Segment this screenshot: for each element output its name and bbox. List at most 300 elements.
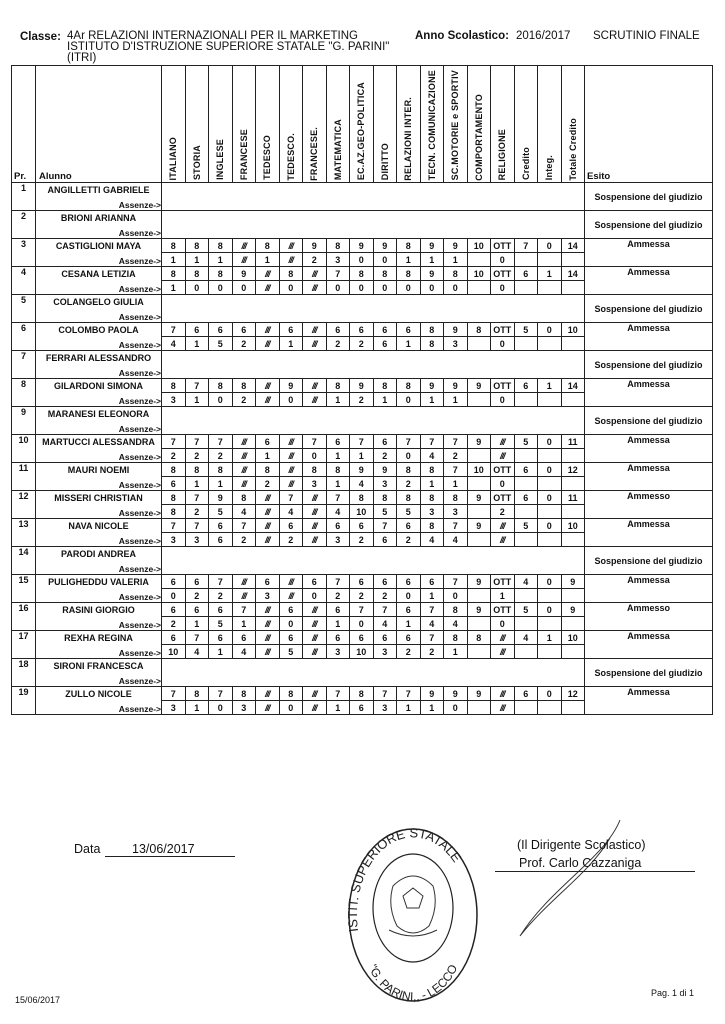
grade-cell: /// bbox=[232, 239, 256, 253]
absence-cell: 0 bbox=[491, 393, 515, 407]
grade-cell: 7 bbox=[420, 603, 444, 617]
absence-cell: 6 bbox=[373, 337, 397, 351]
absence-cell: 1 bbox=[232, 617, 256, 631]
grade-cell: 11 bbox=[561, 491, 585, 505]
student-number: 19 bbox=[12, 687, 36, 715]
grade-cell: 0 bbox=[538, 323, 562, 337]
grade-cell: 8 bbox=[162, 267, 186, 281]
grade-cell: 10 bbox=[561, 519, 585, 533]
grade-cell: 8 bbox=[256, 239, 280, 253]
absence-cell: 1 bbox=[209, 477, 233, 491]
grade-cell: 8 bbox=[444, 631, 468, 645]
absence-cell: 2 bbox=[185, 505, 209, 519]
absence-cell bbox=[514, 533, 538, 547]
subject-label: TECN. COMUNICAZIONE bbox=[426, 70, 437, 181]
grade-cell: OTT bbox=[491, 379, 515, 393]
absences-label: Assenze-> bbox=[118, 368, 161, 379]
grade-cell: 6 bbox=[303, 575, 327, 589]
absence-cell: /// bbox=[279, 253, 303, 267]
absence-cell: /// bbox=[256, 701, 280, 715]
student-name: RASINI GIORGIO bbox=[62, 605, 135, 616]
absence-cell: /// bbox=[303, 337, 327, 351]
grade-cell: 8 bbox=[209, 379, 233, 393]
grade-cell: 6 bbox=[350, 575, 374, 589]
absence-cell: 8 bbox=[420, 337, 444, 351]
absence-cell: 1 bbox=[326, 393, 350, 407]
grade-cell: 9 bbox=[303, 239, 327, 253]
grade-cell: 8 bbox=[444, 491, 468, 505]
grade-cell: 6 bbox=[279, 603, 303, 617]
absence-cell bbox=[467, 589, 491, 603]
grade-cell: 6 bbox=[256, 575, 280, 589]
absence-cell: 3 bbox=[373, 701, 397, 715]
absence-cell: 1 bbox=[326, 449, 350, 463]
grade-cell: 8 bbox=[326, 239, 350, 253]
absence-cell bbox=[538, 253, 562, 267]
absence-cell: 0 bbox=[209, 701, 233, 715]
grade-cell: 5 bbox=[514, 435, 538, 449]
grade-cell: 8 bbox=[373, 267, 397, 281]
grade-cell: 9 bbox=[350, 463, 374, 477]
absences-label: Assenze-> bbox=[118, 312, 161, 323]
page-number: Pag. 1 di 1 bbox=[651, 988, 695, 998]
grade-cell: /// bbox=[232, 463, 256, 477]
absence-cell: 3 bbox=[256, 589, 280, 603]
column-header-subject bbox=[373, 66, 397, 183]
absence-cell: 0 bbox=[326, 281, 350, 295]
grade-cell: /// bbox=[256, 631, 280, 645]
absence-cell: 1 bbox=[397, 617, 421, 631]
grade-cell: 6 bbox=[185, 603, 209, 617]
outcome: Sospensione del giudizio bbox=[585, 211, 713, 239]
absence-cell: 2 bbox=[185, 449, 209, 463]
absence-cell: 1 bbox=[326, 617, 350, 631]
absence-cell: 1 bbox=[256, 253, 280, 267]
absence-cell bbox=[514, 505, 538, 519]
absence-cell: /// bbox=[256, 617, 280, 631]
grade-cell: /// bbox=[256, 687, 280, 701]
absence-cell: 4 bbox=[420, 533, 444, 547]
grade-cell: 7 bbox=[514, 239, 538, 253]
absence-cell bbox=[514, 337, 538, 351]
grade-cell: 6 bbox=[514, 267, 538, 281]
absence-cell: /// bbox=[303, 645, 327, 659]
student-cell bbox=[36, 379, 162, 407]
school-year-label: Anno Scolastico: bbox=[415, 30, 509, 42]
grade-cell: 5 bbox=[514, 323, 538, 337]
absences-label: Assenze-> bbox=[118, 284, 161, 295]
absence-cell bbox=[561, 281, 585, 295]
absence-cell: 0 bbox=[279, 281, 303, 295]
grade-cell: 6 bbox=[279, 323, 303, 337]
grade-cell: 7 bbox=[373, 687, 397, 701]
grade-cell: /// bbox=[303, 519, 327, 533]
grade-cell: 6 bbox=[326, 519, 350, 533]
grade-cell: 6 bbox=[279, 519, 303, 533]
grade-cell: 6 bbox=[185, 575, 209, 589]
grade-cell: 7 bbox=[326, 687, 350, 701]
grade-cell: 7 bbox=[444, 463, 468, 477]
grade-cell: /// bbox=[279, 239, 303, 253]
absence-cell: 1 bbox=[279, 337, 303, 351]
outcome: Sospensione del giudizio bbox=[585, 407, 713, 435]
subject-label: SC.MOTORIE e SPORTIV bbox=[450, 70, 461, 181]
grade-cell: 8 bbox=[232, 687, 256, 701]
absence-cell: 6 bbox=[350, 701, 374, 715]
grade-cell: 7 bbox=[397, 435, 421, 449]
grade-cell: 8 bbox=[420, 323, 444, 337]
grade-cell: 14 bbox=[561, 267, 585, 281]
absence-cell bbox=[467, 701, 491, 715]
absences-label: Assenze-> bbox=[118, 564, 161, 575]
grade-cell: 12 bbox=[561, 687, 585, 701]
subject-label: ITALIANO bbox=[168, 136, 179, 181]
subject-label: INGLESE bbox=[215, 139, 226, 181]
absence-cell: /// bbox=[491, 645, 515, 659]
outcome: Ammessa bbox=[585, 267, 713, 295]
absence-cell: /// bbox=[491, 449, 515, 463]
grade-cell: 7 bbox=[326, 575, 350, 589]
grade-cell: 9 bbox=[279, 379, 303, 393]
grade-cell: 9 bbox=[444, 379, 468, 393]
absence-cell: 0 bbox=[350, 281, 374, 295]
column-header-pr: Pr. bbox=[12, 66, 36, 183]
absence-cell: 4 bbox=[326, 505, 350, 519]
subject-label: FRANCESE bbox=[238, 129, 249, 181]
table-row bbox=[12, 435, 713, 449]
grade-cell: 0 bbox=[538, 519, 562, 533]
absence-cell: 5 bbox=[279, 645, 303, 659]
absence-cell: 3 bbox=[326, 645, 350, 659]
absence-cell: 0 bbox=[444, 589, 468, 603]
column-header-subject bbox=[185, 66, 209, 183]
grade-cell: 7 bbox=[162, 323, 186, 337]
grade-cell: /// bbox=[491, 687, 515, 701]
absence-cell: /// bbox=[491, 701, 515, 715]
student-name: BRIONI ARIANNA bbox=[60, 213, 137, 224]
student-cell bbox=[36, 435, 162, 463]
absence-cell bbox=[467, 645, 491, 659]
grade-cell: 8 bbox=[185, 463, 209, 477]
grade-cell: OTT bbox=[491, 603, 515, 617]
absence-cell: 1 bbox=[185, 253, 209, 267]
empty-grades-band bbox=[162, 295, 585, 323]
grade-cell: /// bbox=[491, 435, 515, 449]
absence-cell: 3 bbox=[444, 337, 468, 351]
absence-cell bbox=[538, 589, 562, 603]
absence-cell: 3 bbox=[162, 701, 186, 715]
absence-cell: 1 bbox=[444, 477, 468, 491]
grade-cell: 6 bbox=[350, 323, 374, 337]
absence-cell bbox=[467, 393, 491, 407]
table-row bbox=[12, 491, 713, 505]
student-number: 11 bbox=[12, 463, 36, 491]
signer-title: (Il Dirigente Scolastico) bbox=[517, 838, 646, 852]
grade-cell: 6 bbox=[209, 519, 233, 533]
report-type: SCRUTINIO FINALE bbox=[593, 30, 700, 42]
absence-cell: 5 bbox=[397, 505, 421, 519]
column-header-alunno: Alunno bbox=[36, 66, 162, 183]
grade-cell: 7 bbox=[444, 575, 468, 589]
absence-cell bbox=[561, 617, 585, 631]
absences-label: Assenze-> bbox=[118, 424, 161, 435]
grade-cell: 0 bbox=[538, 239, 562, 253]
empty-grades-band bbox=[162, 211, 585, 239]
absence-cell: 1 bbox=[162, 281, 186, 295]
absences-label: Assenze-> bbox=[118, 536, 161, 547]
student-number: 1 bbox=[12, 183, 36, 211]
table-row bbox=[12, 687, 713, 701]
outcome: Ammessa bbox=[585, 519, 713, 547]
absence-cell: 1 bbox=[444, 253, 468, 267]
grade-cell: /// bbox=[256, 379, 280, 393]
absence-cell: 0 bbox=[209, 281, 233, 295]
grade-cell: 8 bbox=[420, 491, 444, 505]
student-name: GILARDONI SIMONA bbox=[54, 381, 143, 392]
outcome: Ammessa bbox=[585, 379, 713, 407]
student-name: FERRARI ALESSANDRO bbox=[45, 353, 152, 364]
class-label: Classe: bbox=[20, 31, 61, 43]
absence-cell: 0 bbox=[420, 281, 444, 295]
student-number: 4 bbox=[12, 267, 36, 295]
grade-cell: 7 bbox=[444, 435, 468, 449]
grade-cell: 4 bbox=[514, 575, 538, 589]
absence-cell: 0 bbox=[397, 393, 421, 407]
grade-cell: 8 bbox=[162, 239, 186, 253]
stamp-top-text: ISTIT. SUPERIORE STATALE bbox=[345, 826, 465, 933]
outcome: Ammessa bbox=[585, 463, 713, 491]
absences-label: Assenze-> bbox=[118, 648, 161, 659]
grade-cell: /// bbox=[303, 267, 327, 281]
absence-cell: 1 bbox=[420, 253, 444, 267]
absence-cell: 5 bbox=[373, 505, 397, 519]
absence-cell: 0 bbox=[279, 393, 303, 407]
grade-cell: 6 bbox=[162, 603, 186, 617]
subject-label: TEDESCO bbox=[262, 135, 273, 181]
absence-cell: 1 bbox=[185, 337, 209, 351]
grade-cell: 8 bbox=[420, 463, 444, 477]
student-number: 13 bbox=[12, 519, 36, 547]
student-name: MAURI NOEMI bbox=[67, 465, 130, 476]
absences-label: Assenze-> bbox=[118, 508, 161, 519]
student-number: 14 bbox=[12, 547, 36, 575]
absence-cell: 4 bbox=[420, 449, 444, 463]
absence-cell: 0 bbox=[491, 477, 515, 491]
absence-cell bbox=[538, 701, 562, 715]
absence-cell: /// bbox=[303, 701, 327, 715]
table-row bbox=[12, 519, 713, 533]
student-number: 7 bbox=[12, 351, 36, 379]
subject-label: DIRITTO bbox=[379, 143, 390, 181]
column-header-subject bbox=[162, 66, 186, 183]
grade-cell: 7 bbox=[303, 435, 327, 449]
absence-cell: 3 bbox=[373, 477, 397, 491]
student-cell bbox=[36, 659, 162, 687]
student-cell bbox=[36, 407, 162, 435]
grade-cell: 8 bbox=[232, 491, 256, 505]
table-row bbox=[12, 379, 713, 393]
grade-cell: 6 bbox=[256, 435, 280, 449]
absence-cell: 0 bbox=[350, 617, 374, 631]
absence-cell: 0 bbox=[397, 449, 421, 463]
grade-cell: 8 bbox=[373, 491, 397, 505]
grade-cell: 5 bbox=[514, 519, 538, 533]
empty-grades-band bbox=[162, 407, 585, 435]
student-number: 2 bbox=[12, 211, 36, 239]
grade-cell: 8 bbox=[209, 239, 233, 253]
absence-cell: 4 bbox=[232, 645, 256, 659]
grade-cell: /// bbox=[303, 631, 327, 645]
grade-cell: /// bbox=[491, 631, 515, 645]
grade-cell: 7 bbox=[209, 435, 233, 449]
absence-cell bbox=[514, 253, 538, 267]
student-number: 17 bbox=[12, 631, 36, 659]
grade-cell: 6 bbox=[397, 575, 421, 589]
date-value: 13/06/2017 bbox=[132, 842, 195, 856]
grade-cell: 8 bbox=[420, 519, 444, 533]
absence-cell: /// bbox=[303, 393, 327, 407]
column-header-subject bbox=[350, 66, 374, 183]
absence-cell: /// bbox=[232, 477, 256, 491]
absence-cell: 2 bbox=[373, 449, 397, 463]
grade-cell: /// bbox=[232, 575, 256, 589]
student-name: MARTUCCI ALESSANDRA bbox=[42, 437, 155, 448]
absences-label: Assenze-> bbox=[118, 592, 161, 603]
table-row bbox=[12, 631, 713, 645]
column-header-subject bbox=[303, 66, 327, 183]
absence-cell bbox=[561, 701, 585, 715]
grade-cell: 8 bbox=[162, 491, 186, 505]
grade-cell: 7 bbox=[232, 603, 256, 617]
grade-cell: /// bbox=[256, 491, 280, 505]
absence-cell bbox=[538, 393, 562, 407]
absence-cell: 1 bbox=[326, 477, 350, 491]
table-row bbox=[12, 239, 713, 253]
absence-cell bbox=[514, 589, 538, 603]
absence-cell: 2 bbox=[162, 617, 186, 631]
grade-cell: 9 bbox=[350, 379, 374, 393]
absence-cell: /// bbox=[279, 477, 303, 491]
grade-cell: 9 bbox=[350, 239, 374, 253]
absence-cell: 1 bbox=[420, 393, 444, 407]
table-row bbox=[12, 575, 713, 589]
absence-cell: 3 bbox=[232, 701, 256, 715]
absence-cell: /// bbox=[256, 505, 280, 519]
absences-label: Assenze-> bbox=[118, 228, 161, 239]
absence-cell bbox=[561, 337, 585, 351]
student-cell bbox=[36, 267, 162, 295]
signature-line bbox=[495, 871, 695, 872]
absence-cell: 1 bbox=[444, 393, 468, 407]
student-name: CASTIGLIONI MAYA bbox=[55, 241, 142, 252]
grade-cell: /// bbox=[303, 323, 327, 337]
absence-cell: 4 bbox=[185, 645, 209, 659]
absences-label: Assenze-> bbox=[118, 620, 161, 631]
grade-cell: 7 bbox=[326, 491, 350, 505]
absence-cell: 10 bbox=[350, 645, 374, 659]
absence-cell bbox=[538, 645, 562, 659]
absence-cell: 6 bbox=[373, 533, 397, 547]
absence-cell bbox=[467, 477, 491, 491]
empty-grades-band bbox=[162, 351, 585, 379]
absence-cell bbox=[561, 645, 585, 659]
grade-cell: 7 bbox=[420, 435, 444, 449]
grade-cell: /// bbox=[256, 603, 280, 617]
grade-cell: 4 bbox=[514, 631, 538, 645]
absence-cell bbox=[514, 449, 538, 463]
absence-cell: 2 bbox=[232, 337, 256, 351]
absence-cell: 5 bbox=[209, 505, 233, 519]
grade-cell: 7 bbox=[185, 491, 209, 505]
empty-grades-band bbox=[162, 659, 585, 687]
absence-cell bbox=[467, 337, 491, 351]
grade-cell: 9 bbox=[467, 575, 491, 589]
absence-cell bbox=[561, 533, 585, 547]
absence-cell bbox=[467, 617, 491, 631]
grade-cell: 9 bbox=[373, 239, 397, 253]
absence-cell bbox=[561, 449, 585, 463]
subject-label: TEDESCO. bbox=[285, 132, 296, 181]
absence-cell: 3 bbox=[373, 645, 397, 659]
grade-cell: OTT bbox=[491, 267, 515, 281]
grade-cell: 6 bbox=[373, 575, 397, 589]
grade-cell: 6 bbox=[162, 631, 186, 645]
grade-cell: /// bbox=[232, 435, 256, 449]
absence-cell: 3 bbox=[326, 253, 350, 267]
grade-cell: /// bbox=[303, 379, 327, 393]
grade-cell: 6 bbox=[514, 687, 538, 701]
date-label: Data bbox=[74, 842, 101, 856]
absence-cell: 10 bbox=[162, 645, 186, 659]
print-date: 15/06/2017 bbox=[15, 995, 61, 1005]
student-cell bbox=[36, 575, 162, 603]
absence-cell: /// bbox=[303, 617, 327, 631]
outcome: Ammessa bbox=[585, 631, 713, 659]
absence-cell bbox=[561, 393, 585, 407]
absence-cell: /// bbox=[279, 589, 303, 603]
grade-cell: 6 bbox=[232, 631, 256, 645]
grade-cell: 9 bbox=[420, 687, 444, 701]
grade-cell: 7 bbox=[209, 687, 233, 701]
grade-cell: 8 bbox=[326, 379, 350, 393]
absence-cell: /// bbox=[303, 533, 327, 547]
grade-cell: 12 bbox=[561, 463, 585, 477]
absence-cell: 1 bbox=[185, 701, 209, 715]
absence-cell: 0 bbox=[303, 449, 327, 463]
student-number: 9 bbox=[12, 407, 36, 435]
absence-cell: 4 bbox=[232, 505, 256, 519]
signature-stroke bbox=[510, 818, 625, 938]
absence-cell: /// bbox=[256, 645, 280, 659]
grade-cell: 8 bbox=[467, 323, 491, 337]
grade-cell: OTT bbox=[491, 323, 515, 337]
absence-cell: 4 bbox=[279, 505, 303, 519]
grade-cell: OTT bbox=[491, 491, 515, 505]
absence-cell: 1 bbox=[420, 701, 444, 715]
absences-label: Assenze-> bbox=[118, 480, 161, 491]
grade-cell: 9 bbox=[420, 267, 444, 281]
absence-cell: 6 bbox=[162, 477, 186, 491]
grade-cell: 6 bbox=[514, 379, 538, 393]
absence-cell: 3 bbox=[162, 533, 186, 547]
student-name: COLANGELO GIULIA bbox=[53, 297, 144, 308]
grade-cell: OTT bbox=[491, 463, 515, 477]
grade-cell: 8 bbox=[209, 463, 233, 477]
grade-cell: 11 bbox=[561, 435, 585, 449]
student-name: CESANA LETIZIA bbox=[61, 269, 136, 280]
subject-label: STORIA bbox=[191, 145, 202, 181]
absence-cell: 4 bbox=[420, 617, 444, 631]
